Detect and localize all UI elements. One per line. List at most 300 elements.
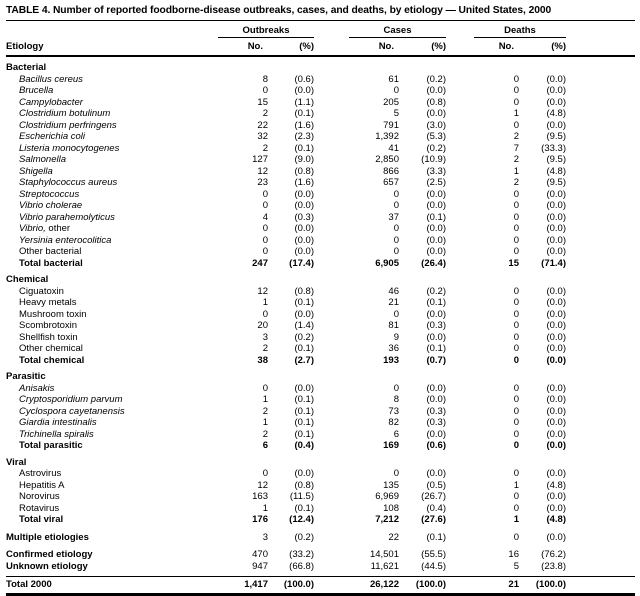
deaths-pct-cell: (0.0) <box>546 343 566 354</box>
cases-no-cell: 73 <box>388 405 399 417</box>
cases-pct-cell: (0.1) <box>426 343 446 354</box>
table-row <box>6 85 635 97</box>
column-gap <box>446 503 474 515</box>
column-gap <box>314 85 349 97</box>
cases-no-cell: 6,969 <box>375 491 399 502</box>
table-row <box>6 394 635 406</box>
cases-no-cell: 108 <box>383 502 399 514</box>
outbreaks-no-cell: 12 <box>257 285 268 297</box>
column-gap <box>314 189 349 201</box>
column-header-etiology: Etiology <box>6 38 218 56</box>
cases-pct-cell: (5.3) <box>426 131 446 142</box>
outbreaks-no-cell: 3 <box>262 531 268 543</box>
cases-pct-cell: (0.2) <box>426 285 446 297</box>
outbreaks-pct-cell: (0.8) <box>294 165 314 177</box>
table-row <box>6 189 635 201</box>
etiology-label: Hepatitis A <box>19 479 65 491</box>
table-row <box>6 343 635 355</box>
cases-pct-cell: (0.2) <box>426 142 446 154</box>
deaths-pct-cell: (0.0) <box>546 320 566 331</box>
section-header: Parasitic <box>6 371 46 382</box>
column-gap <box>446 97 474 109</box>
deaths-pct-cell: (0.0) <box>546 223 566 234</box>
cases-no-cell: 0 <box>393 200 399 211</box>
table-row <box>6 320 635 332</box>
cases-no-cell: 36 <box>388 343 399 354</box>
column-gap <box>314 309 349 321</box>
deaths-no-cell: 0 <box>513 297 519 308</box>
column-gap <box>314 440 349 452</box>
etiology-label: Scombrotoxin <box>19 320 78 331</box>
deaths-pct-cell: (0.0) <box>546 468 566 479</box>
cases-pct-cell: (0.0) <box>426 188 446 200</box>
outbreaks-no-cell: 1 <box>262 502 268 514</box>
column-gap <box>314 332 349 344</box>
cases-no-cell: 0 <box>393 85 399 96</box>
table-row <box>6 235 635 247</box>
column-gap <box>314 212 349 224</box>
cases-no-cell: 193 <box>383 354 399 366</box>
deaths-no-cell: 0 <box>513 200 519 211</box>
column-gap <box>314 355 349 367</box>
cases-pct-cell: (26.7) <box>421 491 446 502</box>
outbreaks-pct-cell: (2.7) <box>294 354 314 366</box>
table-row <box>6 154 635 166</box>
table-row <box>6 532 635 544</box>
column-header-outbreaks-pct: (%) <box>268 38 314 56</box>
table-row <box>6 177 635 189</box>
etiology-label: Astrovirus <box>19 468 62 479</box>
outbreaks-pct-cell: (0.8) <box>294 285 314 297</box>
etiology-label: Clostridium perfringens <box>19 119 117 131</box>
cases-no-cell: 7,212 <box>375 514 399 525</box>
deaths-pct-cell: (0.0) <box>546 85 566 96</box>
outbreaks-pct-cell: (1.6) <box>294 119 314 131</box>
column-gap <box>446 355 474 367</box>
column-gap <box>314 468 349 480</box>
deaths-pct-cell: (0.0) <box>546 285 566 297</box>
column-gap <box>446 286 474 298</box>
cases-no-cell: 657 <box>383 177 399 188</box>
column-gap <box>314 491 349 503</box>
column-gap <box>446 85 474 97</box>
deaths-pct-cell: (71.4) <box>541 257 566 269</box>
column-gap <box>446 440 474 452</box>
outbreaks-no-cell: 176 <box>252 514 268 525</box>
section-header: Bacterial <box>6 62 47 73</box>
deaths-pct-cell: (4.8) <box>546 108 566 119</box>
cases-no-cell: 11,621 <box>370 560 399 572</box>
column-gap <box>314 503 349 515</box>
column-gap <box>314 532 349 544</box>
table-row <box>6 355 635 367</box>
cases-no-cell: 0 <box>393 188 399 200</box>
deaths-no-cell: 0 <box>513 440 519 451</box>
outbreaks-pct-cell: (0.1) <box>294 405 314 417</box>
table-row <box>6 200 635 212</box>
etiology-label: Total bacterial <box>19 257 83 269</box>
column-group-outbreaks-label: Outbreaks <box>218 25 314 38</box>
deaths-pct-cell: (0.0) <box>546 246 566 257</box>
column-gap <box>446 189 474 201</box>
etiology-label: Vibrio, other <box>19 223 71 234</box>
column-header-deaths-pct: (%) <box>519 38 566 56</box>
cases-no-cell: 46 <box>388 285 399 297</box>
column-gap <box>446 143 474 155</box>
cases-pct-cell: (0.8) <box>426 96 446 108</box>
cases-pct-cell: (0.0) <box>426 331 446 343</box>
table-row <box>6 131 635 143</box>
column-gap <box>446 212 474 224</box>
column-gap <box>314 120 349 132</box>
column-gap <box>314 235 349 247</box>
outbreaks-no-cell: 127 <box>252 154 268 165</box>
cases-pct-cell: (0.0) <box>426 308 446 320</box>
cases-no-cell: 14,501 <box>369 549 399 560</box>
outbreaks-no-cell: 0 <box>262 382 268 394</box>
etiology-label: Multiple etiologies <box>6 531 89 543</box>
deaths-no-cell: 0 <box>513 85 519 96</box>
outbreaks-no-cell: 38 <box>257 354 268 366</box>
outbreaks-no-cell: 2 <box>262 428 268 440</box>
deaths-pct-cell: (76.2) <box>541 549 566 560</box>
table-row <box>6 74 635 86</box>
deaths-pct-cell: (23.8) <box>541 560 566 572</box>
etiology-label: Shellfish toxin <box>19 331 78 343</box>
deaths-pct-cell: (4.8) <box>546 514 566 525</box>
deaths-pct-cell: (0.0) <box>546 382 566 394</box>
column-gap <box>314 97 349 109</box>
outbreaks-no-cell: 22 <box>257 119 268 131</box>
outbreaks-pct-cell: (2.3) <box>294 131 314 142</box>
outbreaks-no-cell: 8 <box>262 73 268 85</box>
outbreaks-no-cell: 3 <box>262 331 268 343</box>
cases-no-cell: 0 <box>393 468 399 479</box>
table-row <box>6 108 635 120</box>
etiology-label: Staphylococcus aureus <box>19 177 118 188</box>
cases-no-cell: 135 <box>383 479 399 491</box>
table-row <box>6 286 635 298</box>
deaths-pct-cell: (0.0) <box>546 297 566 308</box>
outbreaks-no-cell: 20 <box>257 320 268 331</box>
cases-no-cell: 0 <box>393 382 399 394</box>
deaths-pct-cell: (0.0) <box>546 491 566 502</box>
outbreaks-no-cell: 1,417 <box>218 577 268 593</box>
outbreaks-no-cell: 0 <box>262 246 268 257</box>
column-gap <box>446 480 474 492</box>
column-gap <box>446 154 474 166</box>
table-row <box>6 212 635 224</box>
deaths-no-cell: 0 <box>513 188 519 200</box>
cases-pct-cell: (100.0) <box>399 577 446 593</box>
deaths-no-cell: 0 <box>513 308 519 320</box>
column-header-deaths-no: No. <box>474 38 519 56</box>
column-gap <box>446 577 474 593</box>
column-gap <box>314 429 349 441</box>
deaths-pct-cell: (100.0) <box>519 577 566 593</box>
column-gap <box>446 491 474 503</box>
table-row <box>6 577 635 593</box>
column-gap <box>314 258 349 270</box>
deaths-no-cell: 1 <box>513 108 519 119</box>
etiology-label: Mushroom toxin <box>19 308 87 320</box>
column-gap <box>446 258 474 270</box>
deaths-no-cell: 0 <box>513 96 519 108</box>
table-row <box>6 223 635 235</box>
column-gap <box>314 577 349 593</box>
column-group-row <box>6 21 635 38</box>
column-gap <box>314 166 349 178</box>
table-row <box>6 246 635 258</box>
outbreaks-no-cell: 1 <box>262 417 268 428</box>
cases-no-cell: 6,905 <box>375 257 399 269</box>
deaths-no-cell: 0 <box>513 331 519 343</box>
column-gap <box>446 200 474 212</box>
column-gap <box>314 200 349 212</box>
outbreaks-no-cell: 470 <box>252 549 268 560</box>
deaths-no-cell: 7 <box>513 142 519 154</box>
etiology-label: Ciguatoxin <box>19 285 64 297</box>
deaths-pct-cell: (0.0) <box>546 428 566 440</box>
column-gap <box>314 406 349 418</box>
outbreaks-pct-cell: (0.4) <box>294 440 314 451</box>
deaths-pct-cell: (0.0) <box>546 440 566 451</box>
outbreaks-pct-cell: (0.1) <box>294 343 314 354</box>
outbreaks-pct-cell: (0.3) <box>294 211 314 223</box>
deaths-no-cell: 0 <box>513 246 519 257</box>
column-gap <box>314 246 349 258</box>
cases-pct-cell: (0.0) <box>426 246 446 257</box>
outbreaks-pct-cell: (12.4) <box>289 514 314 525</box>
outbreaks-pct-cell: (100.0) <box>268 577 314 593</box>
deaths-no-cell: 0 <box>513 211 519 223</box>
column-gap <box>446 406 474 418</box>
cases-pct-cell: (44.5) <box>421 560 446 572</box>
cases-pct-cell: (0.3) <box>426 405 446 417</box>
outbreaks-no-cell: 1 <box>262 297 268 308</box>
cases-no-cell: 9 <box>393 331 399 343</box>
column-gap <box>446 131 474 143</box>
deaths-no-cell: 0 <box>513 417 519 428</box>
deaths-pct-cell: (4.8) <box>546 479 566 491</box>
deaths-no-cell: 5 <box>513 560 519 572</box>
cases-no-cell: 81 <box>388 320 399 331</box>
outbreaks-no-cell: 15 <box>257 96 268 108</box>
column-gap <box>314 74 349 86</box>
deaths-pct-cell: (0.0) <box>546 308 566 320</box>
table-row <box>6 383 635 395</box>
deaths-pct-cell: (9.5) <box>546 131 566 142</box>
table-row <box>6 468 635 480</box>
etiology-label: Total 2000 <box>6 577 218 593</box>
cases-no-cell: 26,122 <box>349 577 399 593</box>
table-row <box>6 514 635 526</box>
outbreaks-no-cell: 163 <box>252 491 268 502</box>
deaths-no-cell: 0 <box>513 491 519 502</box>
etiology-label: Anisakis <box>19 382 55 394</box>
outbreaks-pct-cell: (0.1) <box>294 142 314 154</box>
column-gap <box>446 235 474 247</box>
column-gap <box>446 309 474 321</box>
deaths-pct-cell: (9.5) <box>546 177 566 188</box>
deaths-no-cell: 1 <box>513 165 519 177</box>
table-row <box>6 491 635 503</box>
outbreaks-pct-cell: (0.1) <box>294 502 314 514</box>
cases-pct-cell: (0.0) <box>426 108 446 119</box>
column-group-deaths <box>474 21 566 38</box>
column-gap <box>446 549 474 561</box>
column-gap <box>446 74 474 86</box>
cases-no-cell: 0 <box>393 246 399 257</box>
etiology-label: Shigella <box>19 165 53 177</box>
etiology-label: Other chemical <box>19 343 83 354</box>
etiology-label: Yersinia enterocolitica <box>19 234 112 246</box>
column-gap <box>446 223 474 235</box>
column-gap <box>446 394 474 406</box>
column-gap <box>446 561 474 573</box>
column-gap <box>314 343 349 355</box>
cases-pct-cell: (2.5) <box>426 177 446 188</box>
deaths-pct-cell: (0.0) <box>546 394 566 405</box>
outbreaks-no-cell: 2 <box>262 142 268 154</box>
deaths-no-cell: 0 <box>513 343 519 354</box>
cases-pct-cell: (55.5) <box>421 549 446 560</box>
deaths-pct-cell: (0.0) <box>546 211 566 223</box>
column-group-deaths-label: Deaths <box>474 25 566 38</box>
outbreaks-pct-cell: (0.1) <box>294 108 314 119</box>
column-gap <box>446 120 474 132</box>
cases-pct-cell: (0.6) <box>426 440 446 451</box>
etiology-label: Campylobacter <box>19 96 83 108</box>
table-row <box>6 440 635 452</box>
table-row <box>6 297 635 309</box>
etiology-label: Clostridium botulinum <box>19 108 111 119</box>
cases-pct-cell: (0.2) <box>426 73 446 85</box>
deaths-no-cell: 0 <box>513 502 519 514</box>
column-gap <box>446 429 474 441</box>
cases-no-cell: 22 <box>388 531 399 543</box>
cases-pct-cell: (0.1) <box>426 211 446 223</box>
column-gap <box>446 468 474 480</box>
cases-no-cell: 21 <box>388 297 399 308</box>
deaths-pct-cell: (0.0) <box>546 188 566 200</box>
column-gap <box>446 108 474 120</box>
cases-no-cell: 169 <box>383 440 399 451</box>
deaths-no-cell: 0 <box>513 119 519 131</box>
table-body <box>6 56 635 593</box>
deaths-no-cell: 0 <box>513 285 519 297</box>
cases-pct-cell: (0.0) <box>426 468 446 479</box>
column-gap <box>314 131 349 143</box>
column-header-row <box>6 38 635 56</box>
table-row <box>6 143 635 155</box>
column-gap <box>446 532 474 544</box>
column-gap <box>314 286 349 298</box>
deaths-no-cell: 0 <box>513 405 519 417</box>
cases-no-cell: 5 <box>393 108 399 119</box>
cases-pct-cell: (0.0) <box>426 85 446 96</box>
cases-pct-cell: (0.3) <box>426 320 446 331</box>
outbreaks-no-cell: 4 <box>262 211 268 223</box>
cases-no-cell: 1,392 <box>375 131 399 142</box>
outbreaks-pct-cell: (1.4) <box>294 320 314 331</box>
cases-pct-cell: (0.5) <box>426 479 446 491</box>
deaths-no-cell: 2 <box>513 177 519 188</box>
table-row <box>6 429 635 441</box>
deaths-pct-cell: (0.0) <box>546 502 566 514</box>
deaths-pct-cell: (33.3) <box>541 142 566 154</box>
deaths-pct-cell: (0.0) <box>546 73 566 85</box>
column-gap <box>446 332 474 344</box>
etiology-label: Total parasitic <box>19 440 83 451</box>
cases-no-cell: 0 <box>393 308 399 320</box>
etiology-label: Listeria monocytogenes <box>19 142 120 154</box>
deaths-pct-cell: (0.0) <box>546 119 566 131</box>
cases-pct-cell: (0.0) <box>426 234 446 246</box>
column-gap <box>314 297 349 309</box>
etiology-label: Brucella <box>19 85 54 96</box>
etiology-label: Cryptosporidium parvum <box>19 394 123 405</box>
column-gap <box>446 320 474 332</box>
outbreaks-pct-cell: (0.0) <box>294 468 314 479</box>
cases-pct-cell: (0.1) <box>426 531 446 543</box>
outbreaks-no-cell: 23 <box>257 177 268 188</box>
column-gap <box>446 297 474 309</box>
outbreaks-pct-cell: (0.0) <box>294 188 314 200</box>
table-row <box>6 503 635 515</box>
cases-pct-cell: (3.0) <box>426 119 446 131</box>
outbreaks-pct-cell: (0.0) <box>294 308 314 320</box>
outbreaks-no-cell: 2 <box>262 108 268 119</box>
outbreaks-pct-cell: (1.1) <box>294 96 314 108</box>
cases-pct-cell: (27.6) <box>421 514 446 525</box>
cases-pct-cell: (0.0) <box>426 394 446 405</box>
table-row <box>6 561 635 573</box>
table-row <box>6 166 635 178</box>
cases-pct-cell: (3.3) <box>426 165 446 177</box>
outbreaks-no-cell: 0 <box>262 234 268 246</box>
outbreaks-no-cell: 0 <box>262 468 268 479</box>
deaths-pct-cell: (0.0) <box>546 354 566 366</box>
deaths-pct-cell: (0.0) <box>546 200 566 211</box>
deaths-no-cell: 0 <box>513 354 519 366</box>
outbreaks-pct-cell: (66.8) <box>289 560 314 572</box>
etiology-label: Unknown etiology <box>6 560 88 572</box>
column-gap <box>446 166 474 178</box>
outbreaks-no-cell: 6 <box>262 440 268 451</box>
section-header: Viral <box>6 456 27 468</box>
deaths-pct-cell: (9.5) <box>546 154 566 165</box>
outbreaks-pct-cell: (17.4) <box>289 257 314 269</box>
column-gap <box>446 177 474 189</box>
outbreaks-pct-cell: (0.2) <box>294 531 314 543</box>
deaths-no-cell: 0 <box>513 394 519 405</box>
deaths-pct-cell: (0.0) <box>546 234 566 246</box>
cases-no-cell: 82 <box>388 417 399 428</box>
deaths-no-cell: 1 <box>513 479 519 491</box>
column-gap <box>314 108 349 120</box>
etiology-table <box>6 21 635 593</box>
column-gap <box>446 383 474 395</box>
table-row <box>6 332 635 344</box>
cases-pct-cell: (0.0) <box>426 200 446 211</box>
cases-no-cell: 8 <box>393 394 399 405</box>
column-group-outbreaks <box>218 21 314 38</box>
outbreaks-pct-cell: (0.1) <box>294 428 314 440</box>
column-header-cases-no: No. <box>349 38 399 56</box>
etiology-label: Trichinella spiralis <box>19 428 94 440</box>
table-row <box>6 480 635 492</box>
